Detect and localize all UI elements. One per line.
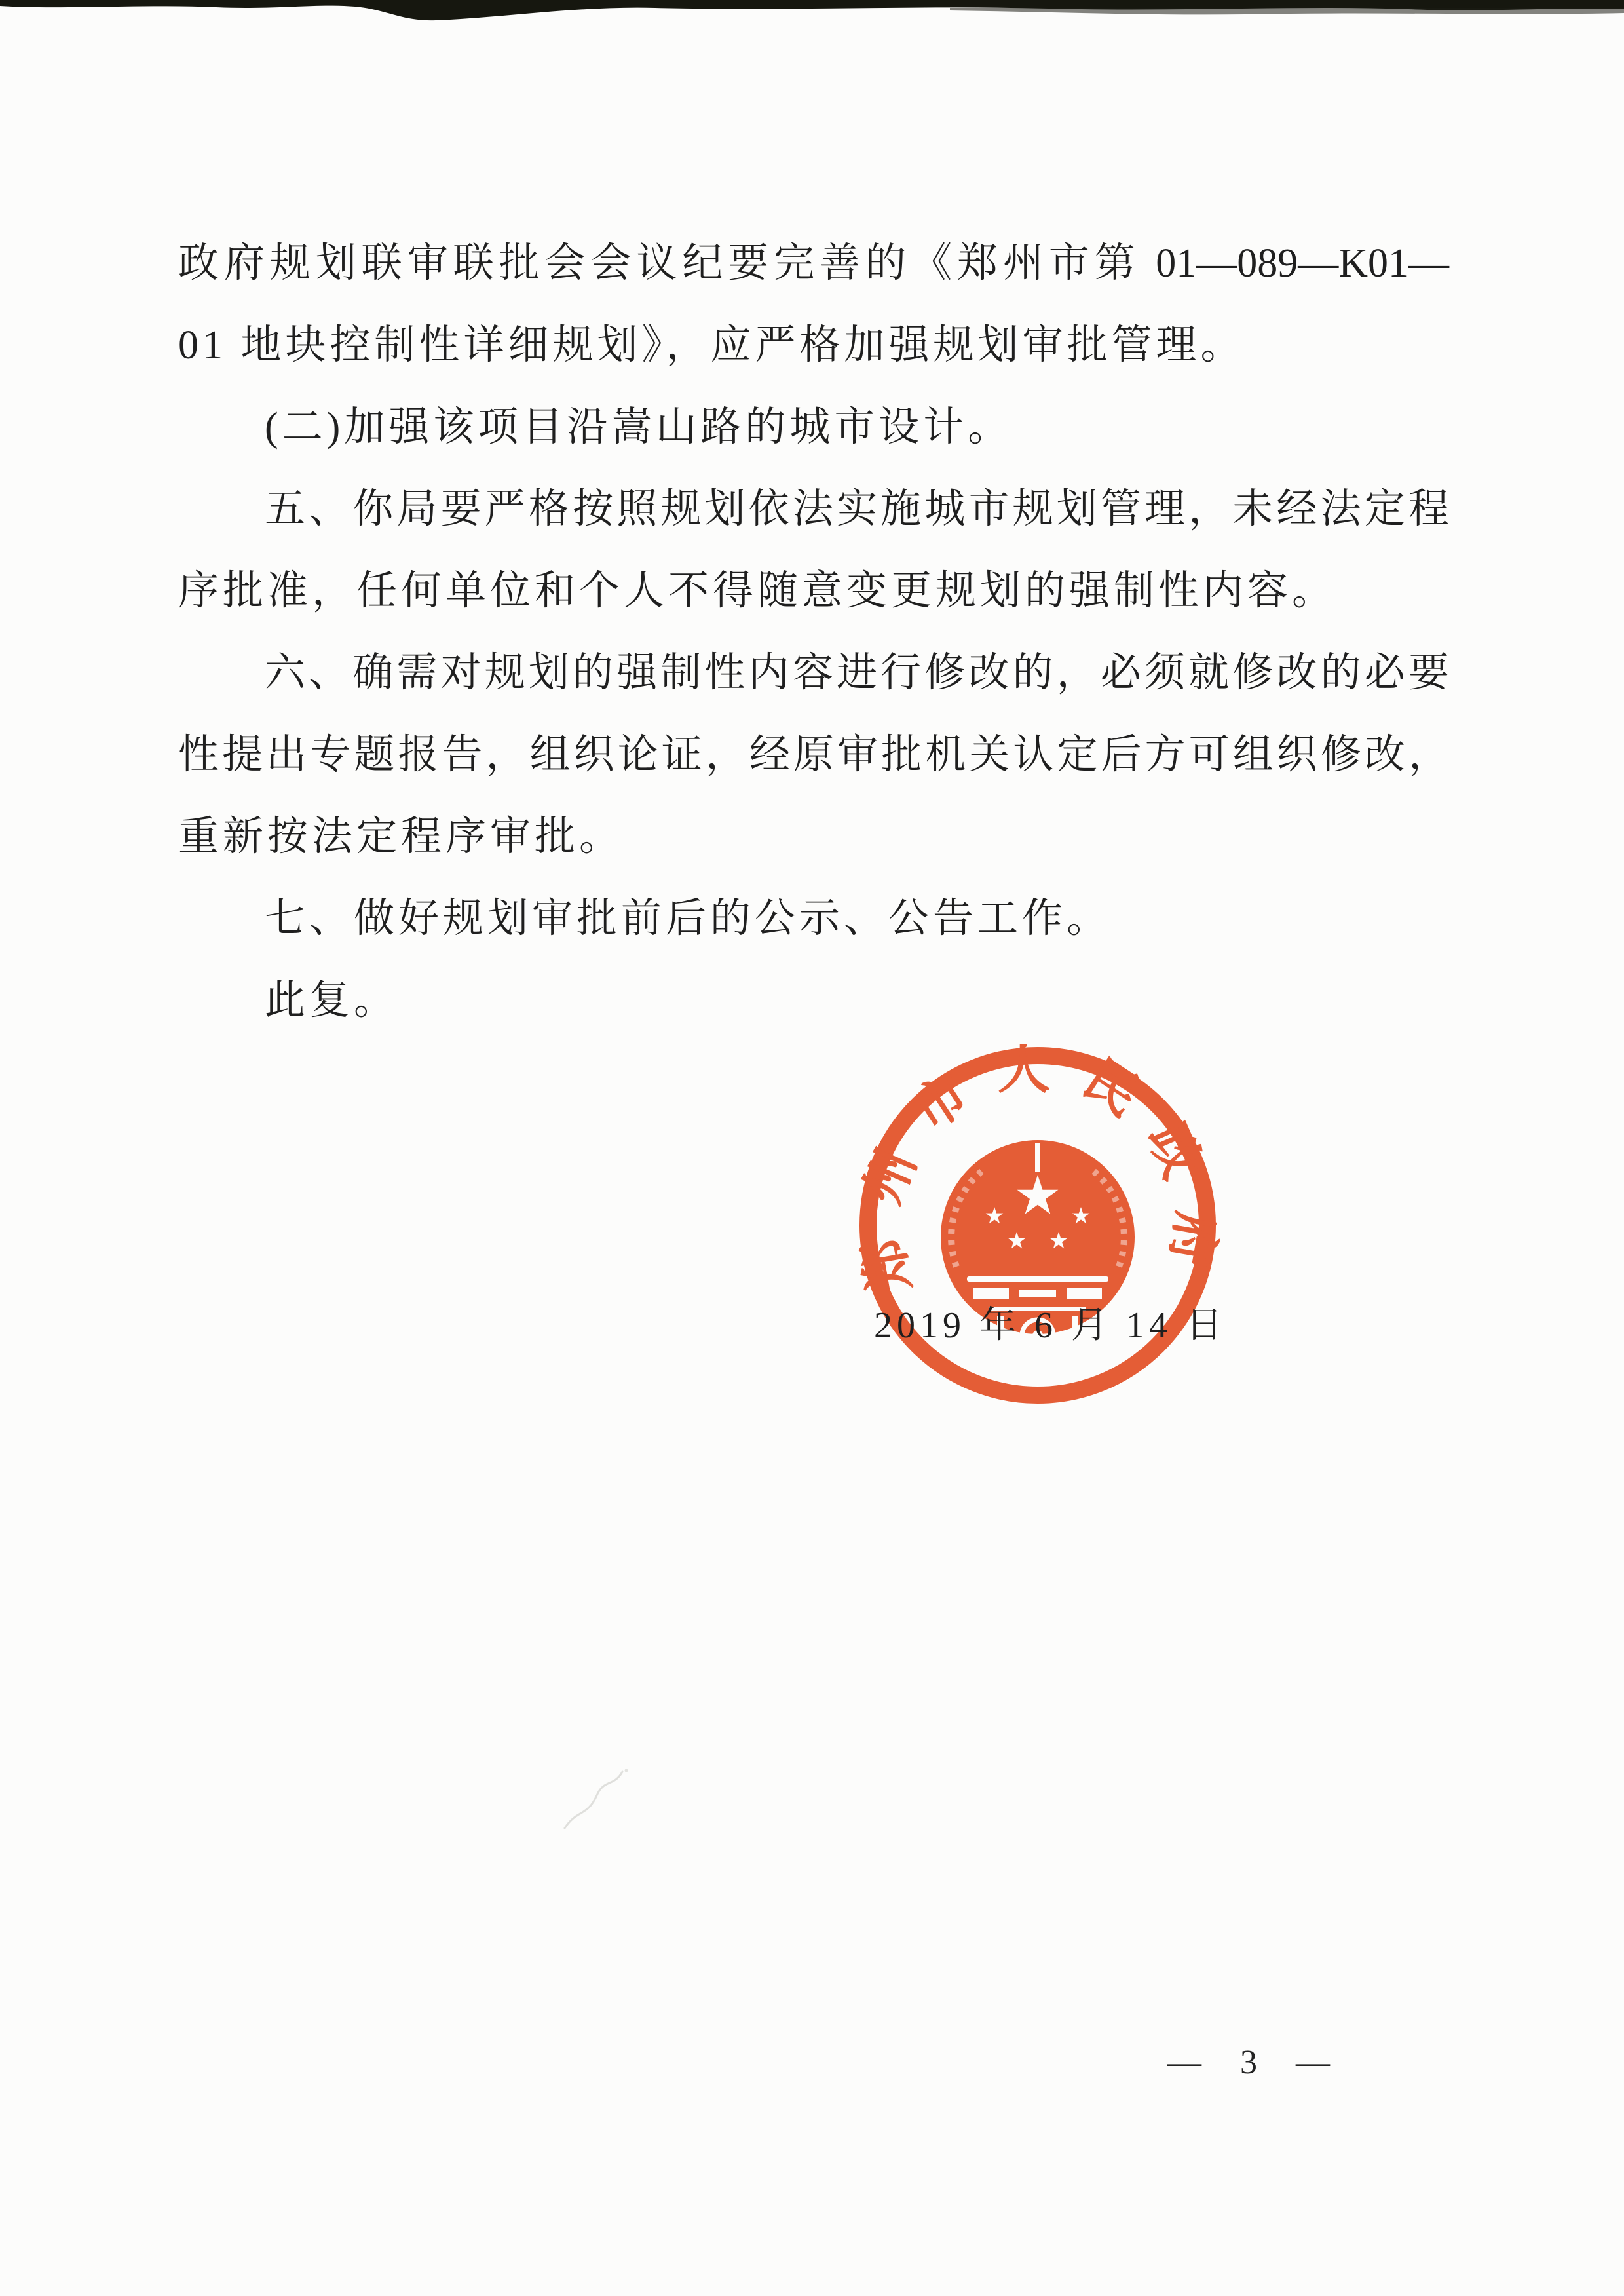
document-line: 六、确需对规划的强制性内容进行修改的，必须就修改的必要 [265, 651, 1449, 695]
document-line: 此复。 [265, 978, 399, 1023]
document-line: (二)加强该项目沿嵩山路的城市设计。 [265, 405, 1013, 450]
signature-date: 2019 年 6 月 14 日 [874, 1305, 1227, 1346]
government-seal-icon [841, 1029, 1234, 1422]
document-body [178, 223, 1449, 1042]
official-seal [841, 1029, 1234, 1422]
scan-edge-artifact [0, 0, 1624, 30]
seal-text-curved: 郑州市人民政府 [850, 1041, 1226, 1297]
document-line: 性提出专题报告，组织论证，经原审批机关认定后方可组织修改， [178, 733, 1449, 777]
document-line: 01 地块控制性详细规划》，应严格加强规划审批管理。 [178, 323, 1245, 368]
document-line: 政府规划联审联批会会议纪要完善的《郑州市第 01—089—K01— [178, 241, 1449, 286]
document-line: 五、你局要严格按照规划依法实施城市规划管理，未经法定程 [265, 487, 1449, 531]
pencil-smudge-artifact [550, 1763, 649, 1848]
document-line: 序批准，任何单位和个人不得随意变更规划的强制性内容。 [178, 569, 1337, 613]
document-line: 重新按法定程序审批。 [178, 814, 624, 859]
page-number: — 3 — [1167, 2044, 1331, 2081]
document-line: 七、做好规划审批前后的公示、公告工作。 [265, 896, 1112, 941]
